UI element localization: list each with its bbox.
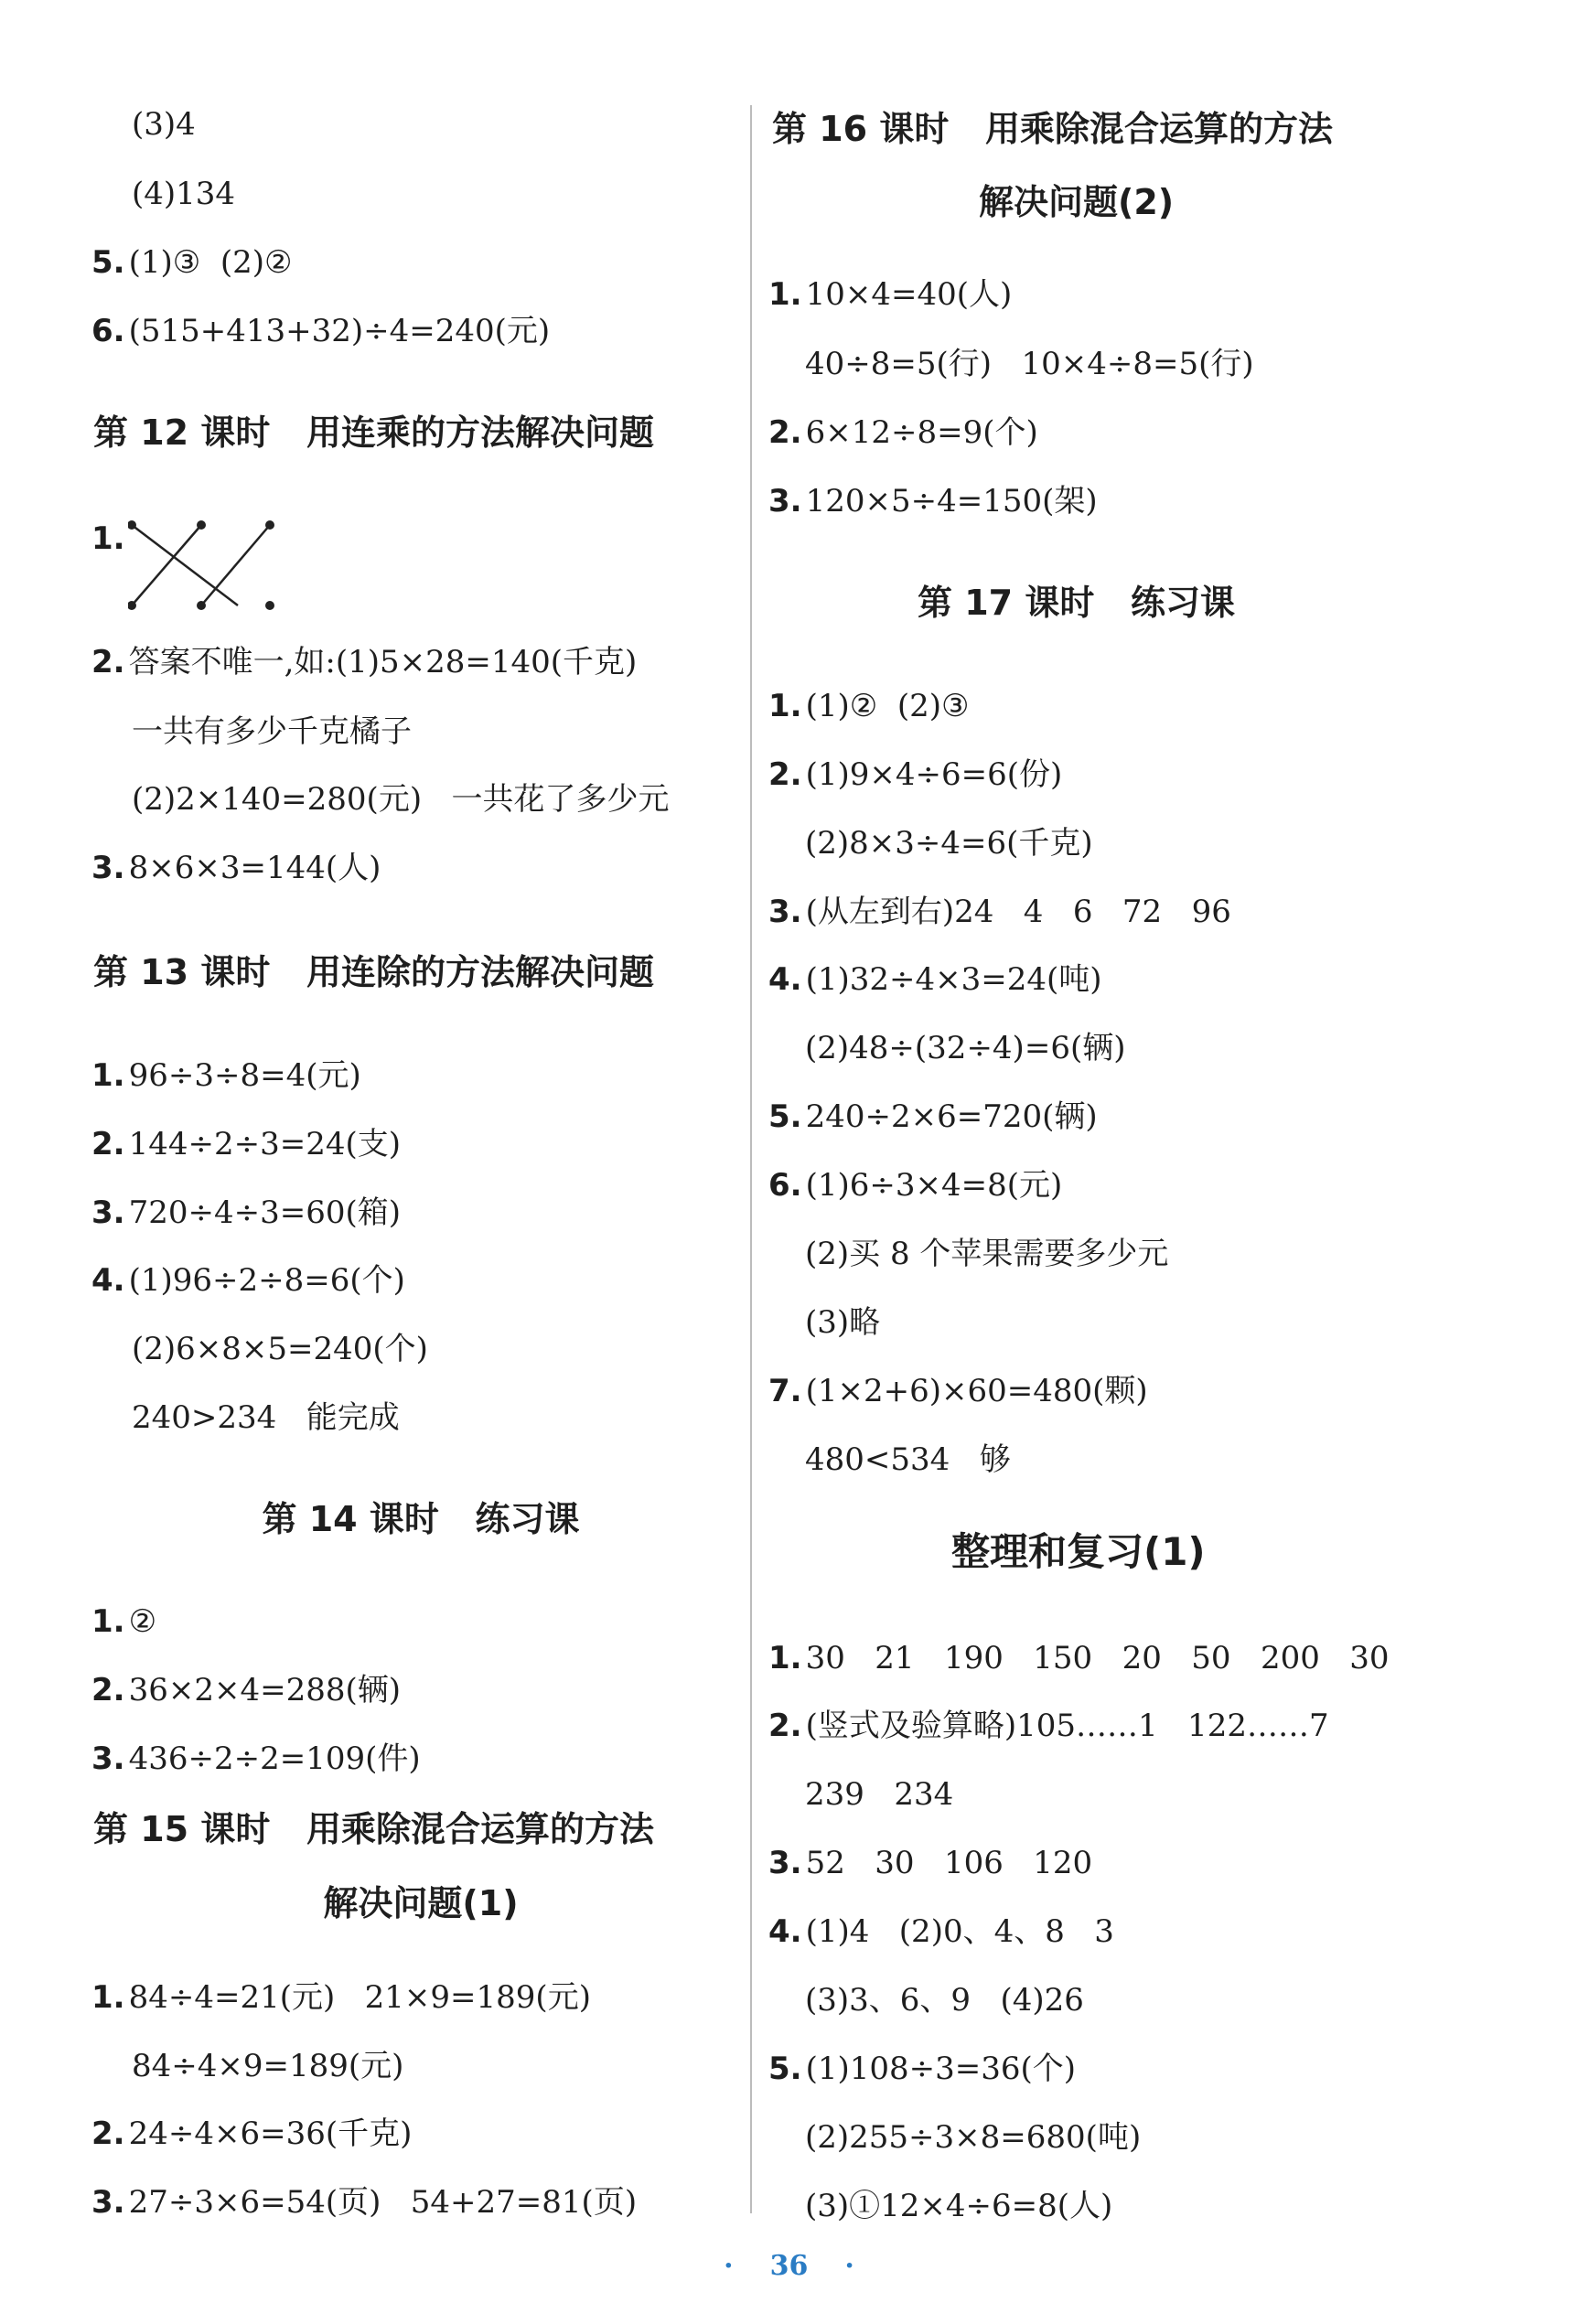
match-dot xyxy=(197,520,206,530)
match-dot xyxy=(265,520,274,530)
answer-line: (3)3、6、9 (4)26 xyxy=(805,1982,1084,2019)
answer-line: 5. 240÷2×6=720(辆) xyxy=(768,1098,1098,1135)
answer-line: 2. 36×2×4=288(辆) xyxy=(91,1672,401,1708)
answer-line: 3. 120×5÷4=150(架) xyxy=(768,483,1098,519)
answer-line: 6. (1)6÷3×4=8(元) xyxy=(768,1167,1063,1204)
answer-line: 84÷4×9=189(元) xyxy=(132,2048,404,2084)
answer-line: 3. 27÷3×6=54(页) 54+27=81(页) xyxy=(91,2184,638,2221)
answer-line: 3. 720÷4÷3=60(箱) xyxy=(91,1194,401,1231)
answer-line: 7. (1×2+6)×60=480(颗) xyxy=(768,1373,1148,1409)
footer-dot: · xyxy=(844,2250,854,2282)
lesson-16-heading: 第 16 课时 用乘除混合运算的方法 xyxy=(772,109,1334,149)
column-divider xyxy=(750,105,752,2213)
answer-line: (2)255÷3×8=680(吨) xyxy=(805,2119,1142,2156)
answer-line: 2. 24÷4×6=36(千克) xyxy=(91,2115,413,2152)
lesson-15-heading-line2: 解决问题(1) xyxy=(323,1883,519,1923)
answer-line: 1. 10×4=40(人) xyxy=(768,276,1013,313)
answer-line: 1. ② xyxy=(91,1603,157,1640)
answer-line: 240>234 能完成 xyxy=(132,1399,400,1436)
answer-line: 4. (1)4 (2)0、4、8 3 xyxy=(768,1913,1114,1950)
answer-line: 1. 30 21 190 150 20 50 200 30 xyxy=(768,1640,1390,1676)
answer-line: 3. 436÷2÷2=109(件) xyxy=(91,1740,421,1777)
answer-line: 6. (515+413+32)÷4=240(元) xyxy=(91,313,551,349)
answer-line: 1. xyxy=(91,520,125,557)
lesson-17-heading: 第 17 课时 练习课 xyxy=(918,583,1236,623)
page-footer xyxy=(0,2250,1578,2282)
match-dot xyxy=(197,601,206,610)
answer-line: (3)①12×4÷6=8(人) xyxy=(805,2188,1113,2224)
answer-line: 480<534 够 xyxy=(805,1441,1011,1478)
answer-line: (2)2×140=280(元) 一共花了多少元 xyxy=(132,781,670,818)
answer-line: (3)4 xyxy=(132,106,196,143)
match-line xyxy=(132,525,201,605)
lesson-16-heading-line2: 解决问题(2) xyxy=(979,182,1175,222)
answer-line: (2)6×8×5=240(个) xyxy=(132,1331,428,1367)
answer-line: 2. 6×12÷8=9(个) xyxy=(768,414,1038,451)
answer-line: 3. 8×6×3=144(人) xyxy=(91,850,381,886)
review-heading: 整理和复习(1) xyxy=(951,1529,1206,1574)
answer-line: 2. 144÷2÷3=24(支) xyxy=(91,1126,401,1162)
answer-line: 239 234 xyxy=(805,1776,954,1813)
answer-line: (3)略 xyxy=(805,1304,881,1341)
answer-line: (4)134 xyxy=(132,176,236,212)
lesson-14-heading: 第 14 课时 练习课 xyxy=(262,1499,580,1539)
answer-line: 5. (1)③ (2)② xyxy=(91,244,293,281)
footer-dot: · xyxy=(724,2250,734,2282)
answer-line: 3. (从左到右)24 4 6 72 96 xyxy=(768,894,1231,930)
answer-line: (2)买 8 个苹果需要多少元 xyxy=(805,1236,1169,1272)
answer-line: (2)8×3÷4=6(千克) xyxy=(805,825,1093,862)
answer-line: 一共有多少千克橘子 xyxy=(132,713,412,750)
lesson-12-heading: 第 12 课时 用连乘的方法解决问题 xyxy=(93,412,655,453)
answer-line: (2)48÷(32÷4)=6(辆) xyxy=(805,1030,1126,1066)
match-line xyxy=(201,525,270,605)
match-dot xyxy=(265,601,274,610)
answer-line: 4. (1)32÷4×3=24(吨) xyxy=(768,961,1102,998)
matching-lines-figure xyxy=(128,518,284,613)
lesson-15-heading: 第 15 课时 用乘除混合运算的方法 xyxy=(93,1809,655,1849)
answer-line: 3. 52 30 106 120 xyxy=(768,1845,1093,1881)
answer-line: 2. (竖式及验算略)105……1 122……7 xyxy=(768,1708,1329,1744)
answer-line: 4. (1)96÷2÷8=6(个) xyxy=(91,1262,405,1299)
answer-line: 2. (1)9×4÷6=6(份) xyxy=(768,756,1063,793)
answer-line: 1. 96÷3÷8=4(元) xyxy=(91,1057,361,1094)
answer-line: 2. 答案不唯一,如:(1)5×28=140(千克) xyxy=(91,644,638,680)
lesson-13-heading: 第 13 课时 用连除的方法解决问题 xyxy=(93,952,655,992)
answer-line: 5. (1)108÷3=36(个) xyxy=(768,2051,1077,2087)
page-number: 36 xyxy=(769,2250,809,2282)
answer-line: 40÷8=5(行) 10×4÷8=5(行) xyxy=(805,346,1254,382)
answer-line: 1. 84÷4=21(元) 21×9=189(元) xyxy=(91,1979,591,2016)
answer-line: 1. (1)② (2)③ xyxy=(768,688,970,724)
match-line xyxy=(132,525,238,605)
